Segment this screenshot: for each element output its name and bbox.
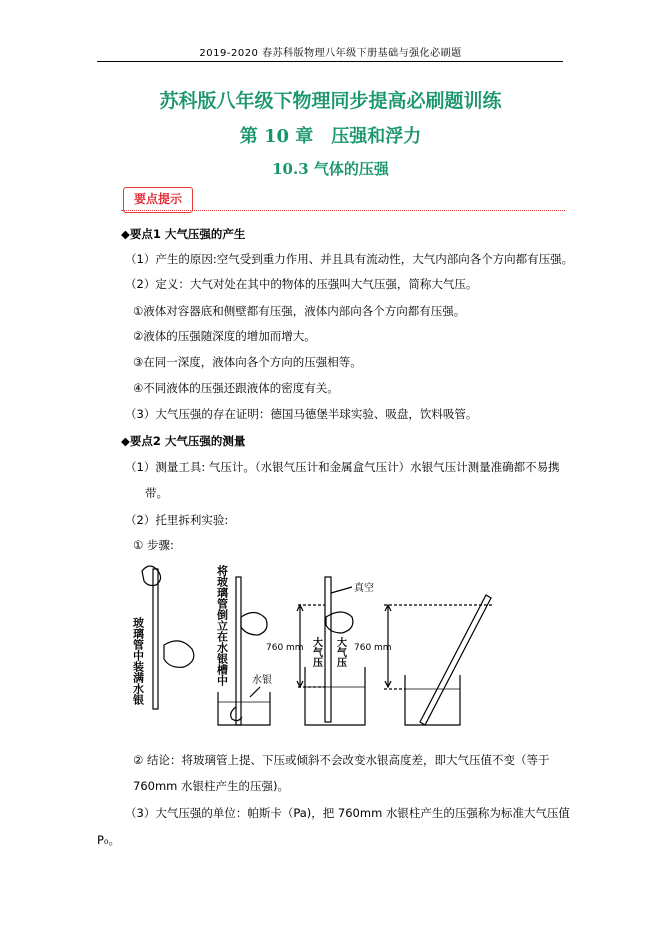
text-line: 760mm 水银柱产生的压强)。 xyxy=(133,779,289,793)
height-label-4: 760 mm xyxy=(354,643,392,653)
trough-4 xyxy=(405,675,460,725)
text-line: ①液体对容器底和侧壁都有压强，液体内部向各个方向都有压强。 xyxy=(133,304,466,318)
text-line: （1）测量工具: 气压计。（水银气压计和金属盒气压计）水银气压计测量准确都不易携 xyxy=(125,460,560,474)
doc-title: 苏科版八年级下物理同步提高必刷题训练 xyxy=(159,90,502,112)
hand-icon xyxy=(241,612,267,635)
label-vacuum: 真空 xyxy=(354,583,374,594)
tilted-tube xyxy=(420,595,491,725)
text-line: （2）定义：大气对处在其中的物体的压强叫大气压强，简称大气压。 xyxy=(125,277,478,291)
label-mercury: 水银 xyxy=(252,675,272,686)
text-line: ① 步骤: xyxy=(133,538,174,552)
text-line: ④不同液体的压强还跟液体的密度有关。 xyxy=(133,381,339,395)
hand-icon xyxy=(164,641,194,668)
text-line: ②液体的压强随深度的增加而增大。 xyxy=(133,329,316,343)
tube-3 xyxy=(325,577,331,722)
label-b: 将玻璃管倒立在水银槽中 xyxy=(215,565,229,686)
text-line: ③在同一深度，液体向各个方向的压强相等。 xyxy=(133,355,362,369)
atm-label-left: 大气压 xyxy=(310,637,322,667)
page-header: 2019-2020 春苏科版物理八年级下册基础与强化必刷题 xyxy=(199,48,462,59)
atm-label-right: 大气压 xyxy=(334,637,346,667)
text-line: （1）产生的原因:空气受到重力作用、并且具有流动性，大气内部向各个方向都有压强。 xyxy=(125,252,574,266)
text-line: （3）大气压强的单位：帕斯卡（Pa)，把 760mm 水银柱产生的压强称为标准大气压值 xyxy=(125,806,570,820)
label-a: 玻璃管中装满水银 xyxy=(131,617,145,705)
tube-2 xyxy=(236,577,241,725)
torricelli-figure xyxy=(120,557,500,732)
chapter-title: 第 10 章 压强和浮力 xyxy=(239,126,422,147)
section-title: 10.3 气体的压强 xyxy=(272,160,389,178)
key-points-badge: 要点提示 xyxy=(123,187,193,213)
text-line: ② 结论：将玻璃管上提、下压或倾斜不会改变水银高度差，即大气压值不变（等于 xyxy=(133,753,550,767)
text-line: 带。 xyxy=(145,486,168,500)
text-line: （2）托里拆利实验: xyxy=(125,513,229,527)
hand-icon xyxy=(326,612,353,633)
tube-1 xyxy=(153,569,158,709)
point2-heading: ◆要点2 大气压强的测量 xyxy=(121,434,246,448)
text-line: （3）大气压强的存在证明：德国马德堡半球实验、吸盘，饮料吸管。 xyxy=(125,407,478,421)
trough-2 xyxy=(218,692,270,725)
height-label-3: 760 mm xyxy=(266,643,304,653)
header-rule xyxy=(97,61,563,62)
text-line: P₀。 xyxy=(97,833,121,847)
badge-divider xyxy=(121,210,565,211)
trough-3 xyxy=(305,667,365,725)
point1-heading: ◆要点1 大气压强的产生 xyxy=(121,227,246,241)
